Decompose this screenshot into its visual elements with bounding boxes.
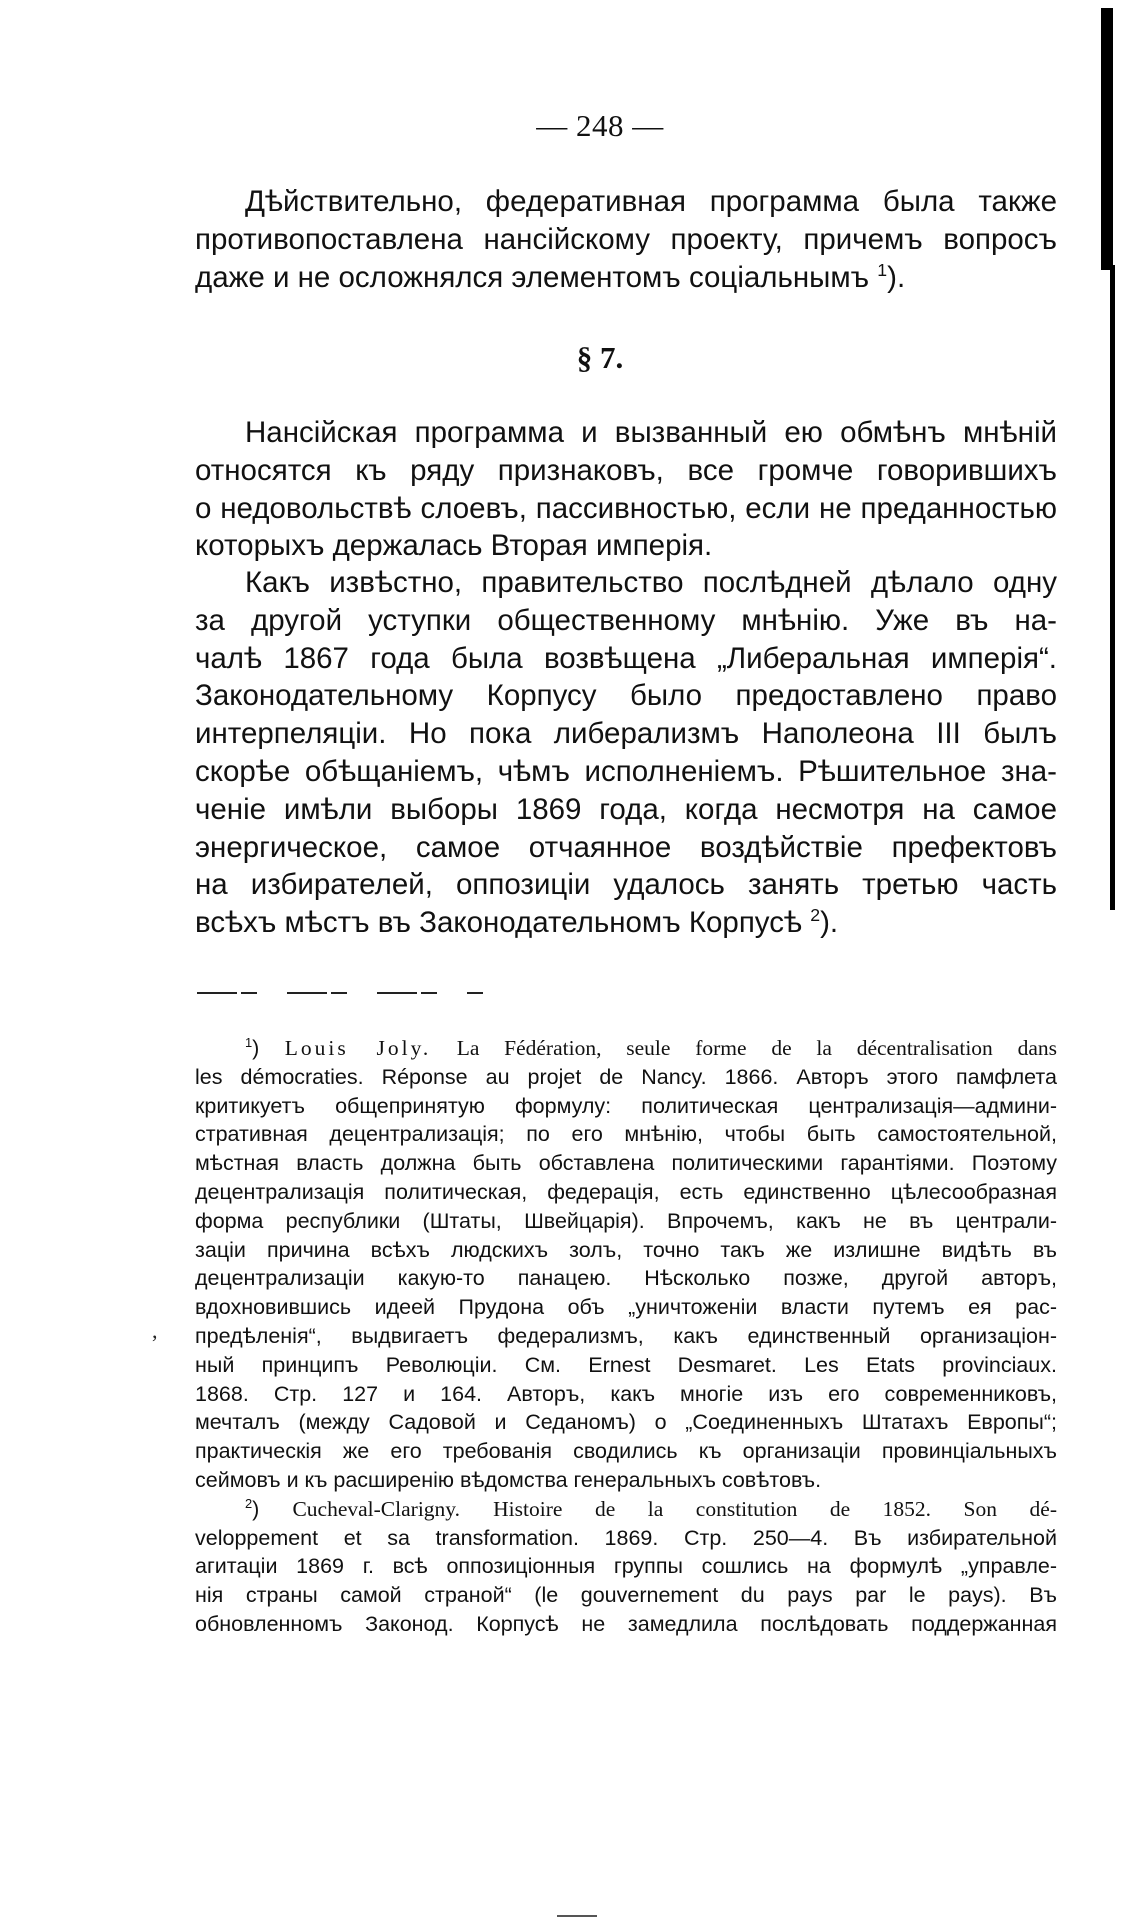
paragraph-line: Какъ извѣстно, правительство послѣдней дѣлало одну bbox=[245, 566, 1057, 599]
footnote-line: форма республики (Штаты, Швейцарія). Впрочемъ, какъ не въ централи- bbox=[195, 1208, 1057, 1233]
paragraph-2 bbox=[195, 414, 1057, 565]
footnote-line: мечталъ (между Садовой и Седаномъ) о „Соединенныхъ Штатахъ Европы“; bbox=[195, 1410, 1057, 1435]
paragraph-line-text: даже и не осложнялся элементомъ соціальнымъ bbox=[195, 260, 870, 294]
paragraph-line: скорѣе обѣщаніемъ, чѣмъ исполненіемъ. Рѣшительное зна- bbox=[195, 754, 1057, 788]
paragraph-line: чалѣ 1867 года была возвѣщена „Либеральная имперія“. bbox=[195, 641, 1057, 675]
footnote-line: $^2$) Cucheval-Clarigny. Histoire de la constitution de 1852. Son dé- bbox=[245, 1495, 1057, 1521]
bottom-dash bbox=[557, 1915, 597, 1917]
paragraph-line: Нансійская программа и вызванный ею обмѣнъ мнѣній bbox=[245, 416, 1057, 449]
paragraph-line: Законодательному Корпусу было предоставлено право bbox=[195, 679, 1057, 713]
footnote-author: Louis Joly. bbox=[284, 1036, 432, 1060]
footnote-line: децентрализаціи какую-то панацею. Нѣсколько позже, другой авторъ, bbox=[195, 1266, 1057, 1291]
footnote-marker: 2 bbox=[245, 1495, 253, 1511]
footnote-line: нія страны самой страной“ (le gouvernement du pays par le pays). Въ bbox=[195, 1583, 1057, 1608]
paragraph-tail: ). bbox=[887, 260, 906, 294]
footnote-line: стративная децентрализація; по его мнѣнію, чтобы быть самостоятельной, bbox=[195, 1122, 1057, 1147]
page-number: — 248 — bbox=[536, 108, 664, 143]
footnotes bbox=[195, 1034, 1057, 1639]
footnote-line: мѣстная власть должна быть обставлена политическими гарантіями. Поэтому bbox=[195, 1151, 1057, 1176]
paragraph-line-last bbox=[195, 259, 1057, 297]
paragraph-1 bbox=[195, 183, 1057, 296]
footnote-line: ный принципъ Революціи. См. Ernest Desmaret. Les Etats provinciaux. bbox=[195, 1352, 1057, 1377]
footnote-line: критикуетъ общепринятую формулу: политическая централизація—админи- bbox=[195, 1093, 1057, 1118]
footnote-text: Histoire de la constitution de 1852. Son dé- bbox=[493, 1496, 1057, 1521]
footnote-line: агитаціи 1869 г. всѣ оппозиціонныя группы сошлись на формулѣ „управле- bbox=[195, 1554, 1057, 1579]
section-heading: § 7. bbox=[576, 340, 624, 375]
paragraph-tail: ). bbox=[820, 906, 839, 940]
paragraph-line: на избирателей, оппозиціи удалось занять третью часть bbox=[195, 868, 1057, 902]
footnote-1 bbox=[195, 1034, 1057, 1495]
paragraph-line-last bbox=[195, 904, 1057, 942]
paragraph-line: противопоставлена нансійскому проекту, причемъ вопросъ bbox=[195, 222, 1057, 256]
paragraph-line: энергическое, самое отчаянное воздѣйствіе префектовъ bbox=[195, 830, 1057, 864]
paragraph-line: Дѣйствительно, федеративная программа была также bbox=[245, 185, 1057, 218]
footnote-line: 1868. Стр. 127 и 164. Авторъ, какъ многіе изъ его современниковъ, bbox=[195, 1381, 1057, 1406]
footnote-line: сеймовъ и къ расширенію вѣдомства генеральныхъ совѣтовъ. bbox=[195, 1467, 822, 1492]
footnote-line: les démocraties. Réponse au projet de Nancy. 1866. Авторъ этого памфлета bbox=[195, 1064, 1057, 1089]
footnote-line: практическія же его требованія сводились къ организаціи провинціальныхъ bbox=[195, 1439, 1057, 1464]
paragraph-line: ченіе имѣли выборы 1869 года, когда несмотря на самое bbox=[195, 792, 1057, 826]
footnote-author: Cucheval-Clarigny. bbox=[292, 1496, 461, 1521]
footnote-line: заціи причина всѣхъ людскихъ золъ, точно такъ же излишне видѣть въ bbox=[195, 1237, 1057, 1262]
paragraph-line: которыхъ держалась Вторая имперія. bbox=[195, 529, 713, 563]
footnote-separator bbox=[197, 992, 483, 994]
footnote-line: $^1$) Louis Joly. La Fédération, seule forme de la décentralisation dans bbox=[245, 1034, 1057, 1060]
footnote-marker: 1 bbox=[245, 1034, 253, 1050]
footnote-line: децентрализація политическая, федерація, есть единственно цѣлесообразная bbox=[195, 1179, 1057, 1204]
footnote-ref-1[interactable]: 1 bbox=[877, 259, 888, 280]
footnote-line: обновленномъ Законод. Корпусѣ не замедлила послѣдовать поддержанная bbox=[195, 1611, 1057, 1636]
footnote-line: вдохновившись идеей Прудона объ „уничтоженіи власти путемъ ея рас- bbox=[195, 1295, 1057, 1320]
paragraph-line-text: всѣхъ мѣстъ въ Законодательномъ Корпусѣ bbox=[195, 906, 803, 940]
footnote-2 bbox=[195, 1495, 1057, 1639]
paragraph-line: о недовольствѣ слоевъ, пассивностью, если не преданностью bbox=[195, 491, 1057, 525]
footnote-line: veloppement et sa transformation. 1869. Стр. 250—4. Въ избирательной bbox=[195, 1525, 1057, 1550]
paragraph-line: за другой уступки общественному мнѣнію. Уже въ на- bbox=[195, 603, 1057, 637]
footnote-ref-2[interactable]: 2 bbox=[810, 905, 821, 926]
paragraph-line: интерпеляціи. Но пока либерализмъ Наполеона III былъ bbox=[195, 717, 1057, 751]
scan-mark: , bbox=[152, 1318, 158, 1343]
paragraph-line: относятся къ ряду признаковъ, все громче говорившихъ bbox=[195, 453, 1057, 487]
footnote-line: предѣленія“, выдвигаетъ федерализмъ, какъ единственный организаціон- bbox=[195, 1323, 1057, 1348]
footnote-text: La Fédération, seule forme de la décentralisation dans bbox=[456, 1036, 1057, 1060]
paragraph-3 bbox=[195, 564, 1057, 942]
